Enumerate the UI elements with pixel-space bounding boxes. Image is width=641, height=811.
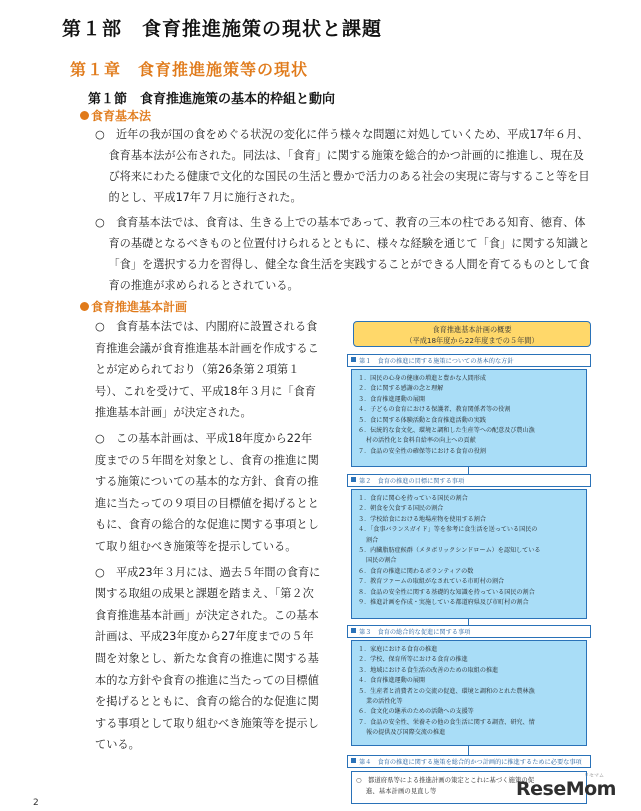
basic-plan-heading: 食育推進基本計画 (80, 298, 187, 315)
section-title: 第１節 食育推進施策の基本的枠組と動向 (88, 92, 336, 107)
list-item: 報の提供及び国際交流の推進 (366, 729, 446, 737)
section-1-box (351, 369, 587, 467)
list-item: 村の活性化と食料自給率の向上への貢献 (366, 437, 476, 445)
list-item: 業の活性化等 (366, 698, 403, 706)
square-bullet-icon (351, 477, 356, 482)
section-2-box (351, 489, 587, 619)
square-bullet-icon (351, 357, 356, 362)
basic-law-heading: 食育基本法 (80, 107, 151, 124)
list-item: ２．朝食を欠食する国民の割合 (358, 505, 444, 513)
list-item: ３．食育推進運動の展開 (358, 395, 426, 403)
connector-line (468, 746, 469, 755)
section-1-label: 第１ 食育の推進に関する施策についての基本的な方針 (347, 354, 591, 367)
list-item: ７．食品の安全性の確保等における食育の役割 (358, 447, 486, 455)
list-item: 割合 (366, 536, 379, 544)
list-item: ８．食品の安全性に関する基礎的な知識を持っている国民の割合 (358, 588, 535, 596)
square-bullet-icon (351, 758, 356, 763)
section-2-label: 第２ 食育の推進の目標に関する事項 (347, 474, 591, 487)
list-item: ２．食に関する感謝の念と理解 (358, 385, 444, 393)
paragraph: ○ 近年の我が国の食をめぐる状況の変化に伴う様々な問題に対処していくため、平成17年６月、食育基本法が公布された。同法は、「食育」に関する施策を総合的かつ計画的に推進し、現在及び将来にわたる健康で文化的な国民の生活と豊かで活力のある社会の実現に寄与すること等を目的とし、平成17年７月に施行された。 (95, 128, 590, 204)
chapter-title: 第１章 食育推進施策等の現状 (70, 60, 309, 79)
basic-law-body (95, 124, 591, 296)
list-item: ○ 都道府県等による推進計画の策定とこれに基づく施策の促 (356, 776, 535, 784)
list-item: ５．生産者と消費者との交流の促進、環境と調和のとれた農林漁 (358, 687, 535, 695)
paragraph: ○ この基本計画は、平成18年度から22年度までの５年間を対象とし、食育の推進に関する施策についての基本的な方針、食育の推進に当たっての９項目の目標値を掲げるとともに、食育の総合的な促進に関する事項として取り組むべき施策等を提示している。 (95, 431, 319, 553)
list-item: ６．食育の推進に関わるボランティアの数 (358, 567, 474, 575)
square-bullet-icon (351, 628, 356, 633)
list-item: １．食育に関心を持っている国民の割合 (358, 495, 468, 502)
list-item: ２．学校、保育所等における食育の推進 (358, 656, 468, 664)
list-item: ３．学校給食における地場産物を使用する割合 (358, 515, 486, 523)
list-item: ９．推進計画を作成・実施している都道府県及び市町村の割合 (358, 599, 529, 607)
page-number: 2 (33, 798, 39, 808)
list-item: ７．食品の安全性、栄養その他の食生活に関する調査、研究、情 (358, 718, 535, 726)
part-title: 第１部 食育推進施策の現状と課題 (62, 18, 383, 40)
list-item: ４．食育推進運動の展開 (358, 677, 426, 685)
list-item: ６．食文化の継承のための活動への支援等 (358, 708, 474, 716)
paragraph: ○ 平成23年３月には、過去５年間の食育に関する取組の成果と課題を踏まえ、「第２次食育推進基本計画」が決定された。この基本計画は、平成23年度から27年度までの５年間を対象とし、新たな食育の推進に関する基本的な方針や食育の推進に当たっての目標値を掲げるとともに、食育の総合的な促進に関する事項として取り組むべき施策等を提示している。 (95, 565, 321, 752)
watermark-tag: リセマム (584, 773, 604, 779)
paragraph: ○ 食育基本法では、食育は、生きる上での基本であって、教育の三本の柱である知育、徳育、体育の基礎となるべきものと位置付けられるとともに、様々な経験を通じて「食」に関する知識と「食」を選択する力を習得し、健全な食生活を実践することができる人間を育てるものとして食育の推進が求められるとされている。 (95, 216, 590, 292)
list-item: 進、基本計画の見直し等 (366, 787, 437, 795)
bullet-dot-icon (80, 302, 89, 311)
list-item: ５．内臓脂肪症候群（メタボリックシンドローム）を認知している (358, 547, 541, 555)
diagram-title: 食育推進基本計画の概要 （平成18年度から22年度までの５年間） (353, 321, 591, 347)
list-item: ３．地域における食生活の改善のための取組の推進 (358, 666, 499, 674)
connector-line (468, 467, 469, 474)
paragraph: ○ 食育基本法では、内閣府に設置される食育推進会議が食育推進基本計画を作成することが定められており（第26条第２項第１号）、これを受けて、平成18年３月に「食育推進基本計画」が決定された。 (95, 320, 319, 420)
basic-plan-body (95, 316, 321, 756)
section-3-label: 第３ 食育の総合的な促進に関する事項 (347, 625, 591, 638)
list-item: ４．「食事バランスガイド」等を参考に食生活を送っている国民の (358, 526, 538, 534)
section-3-box (351, 640, 587, 746)
list-item: ７．教育ファームの取組がなされている市町村の割合 (358, 578, 505, 586)
watermark-logo: ReseMom (516, 778, 616, 800)
list-item: １．国民の心身の健康の増進と豊かな人間形成 (358, 375, 486, 382)
section-4-label: 第４ 食育の推進に関する施策を総合的かつ計画的に推進するために必要な事項 (347, 755, 591, 768)
list-item: １．家庭における食育の推進 (358, 646, 438, 653)
list-item: ６．伝統的な食文化、環境と調和した生産等への配意及び農山漁 (358, 427, 535, 435)
list-item: 国民の割合 (366, 557, 397, 565)
list-item: ４．子どもの食育における保護者、教育関係者等の役割 (358, 406, 511, 414)
list-item: ５．食に関する体験活動と食育推進活動の実践 (358, 416, 486, 424)
bullet-dot-icon (80, 111, 89, 120)
